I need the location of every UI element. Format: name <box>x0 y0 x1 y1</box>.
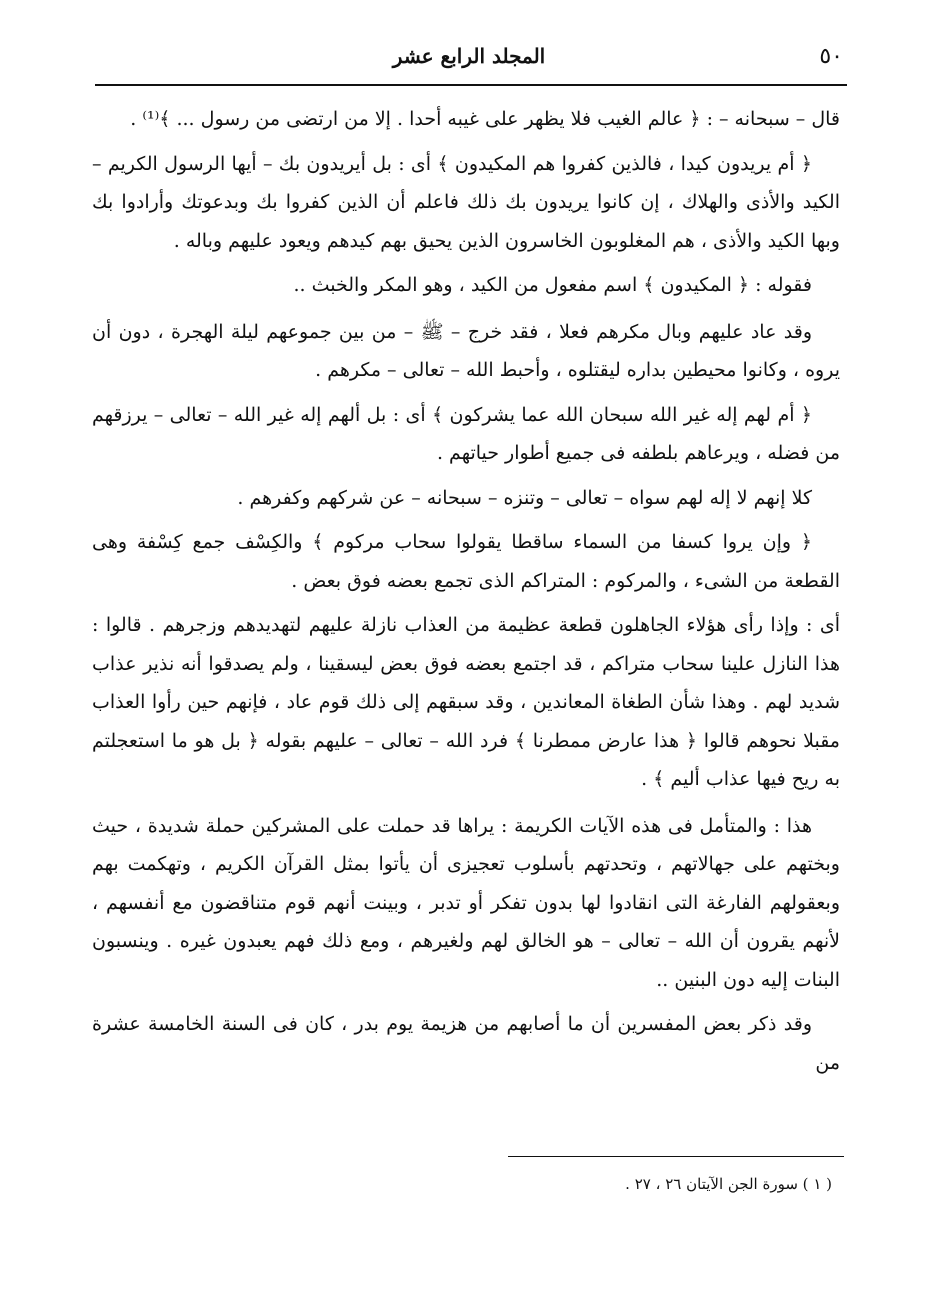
footnote-rule <box>508 1156 844 1157</box>
body-text <box>92 100 840 1088</box>
paragraph-9: هذا : والمتأمل فى هذه الآيات الكريمة : يراها قد حملت على المشركين حملة شديدة ، حيث وبختهم على جهالاتهم ، وتحدتهم بأسلوب تعجيزى أن يأتوا بمثل القرآن الكريم ، وتهكمت بهم وبعقولهم الفارغة التى انقادوا لها بدون تفكر أو تدبر ، وبينت أنهم قوم متناقضون مع أنفسهم ، لأنهم يقرون أن الله – تعالى – هو الخالق لهم ولغيرهم ، ومع ذلك فهم يعبدون غيره . وينسبون البنات إليه دون البنين .. <box>92 814 840 991</box>
paragraph-7: ﴿ وإن يروا كسفا من السماء ساقطا يقولوا سحاب مركوم ﴾ والكِسْف جمع كِسْفة وهى القطعة من الشىء ، والمركوم : المتراكم الذى تجمع بعضه فوق بعض . <box>92 531 840 592</box>
paragraph-5: ﴿ أم لهم إله غير الله سبحان الله عما يشركون ﴾ أى : بل ألهم إله غير الله – تعالى – يرزقهم من فضله ، ويرعاهم بلطفه فى جميع أطوار حياتهم . <box>92 403 840 464</box>
paragraph-3: فقوله : ﴿ المكيدون ﴾ اسم مفعول من الكيد ، وهو المكر والخبث .. <box>293 274 812 296</box>
page-header <box>95 42 843 82</box>
running-title: المجلد الرابع عشر <box>392 44 546 68</box>
paragraph-6: كلا إنهم لا إله لهم سواه – تعالى – وتنزه – سبحانه – عن شركهم وكفرهم . <box>237 486 812 509</box>
paragraph-2: ﴿ أم يريدون كيدا ، فالذين كفروا هم المكيدون ﴾ أى : بل أيريدون بك – أيها الرسول الكريم – الكيد والأذى والهلاك ، إن كانوا يريدون بك ذلك فاعلم أن الذين كفروا بك وبدعوتك وأرادوا بك وبها الكيد والأذى ، هم المغلوبون الخاسرون الذين يحيق بهم كيدهم ويعود عليهم وباله . <box>92 152 840 252</box>
header-rule <box>95 84 847 86</box>
paragraph-10: وقد ذكر بعض المفسرين أن ما أصابهم من هزيمة يوم بدر ، كان فى السنة الخامسة عشرة من <box>92 1013 840 1074</box>
paragraph-4: وقد عاد عليهم وبال مكرهم فعلا ، فقد خرج – ﷺ – من بين جموعهم ليلة الهجرة ، دون أن يروه ، وكانوا محيطين بداره ليقتلوه ، وأحبط الله – تعالى – مكرهم . <box>92 320 840 381</box>
footnote: ( ١ ) سورة الجن الآيتان ٢٦ ، ٢٧ . <box>625 1175 832 1193</box>
paragraph-1: قال – سبحانه – : ﴿ عالم الغيب فلا يظهر على غيبه أحدا . إلا من ارتضى من رسول ... ﴾⁽¹⁾ . <box>130 108 840 130</box>
paragraph-8: أى : وإذا رأى هؤلاء الجاهلون قطعة عظيمة من العذاب نازلة عليهم لتهديدهم وزجرهم . قالوا : هذا النازل علينا سحاب متراكم ، قد اجتمع بعضه فوق بعض ليسقينا ، ولم يصدقوا أنه نذير عذاب شديد لهم . وهذا شأن الطغاة المعاندين ، وقد سبقهم إلى ذلك قوم عاد ، فإنهم حين رأوا العذاب مقبلا نحوهم قالوا ﴿ هذا عارض ممطرنا ﴾ فرد الله – تعالى – عليهم بقوله ﴿ بل هو ما استعجلتم به ريح فيها عذاب أليم ﴾ . <box>92 614 840 790</box>
page-number: ٥٠ <box>819 44 843 69</box>
